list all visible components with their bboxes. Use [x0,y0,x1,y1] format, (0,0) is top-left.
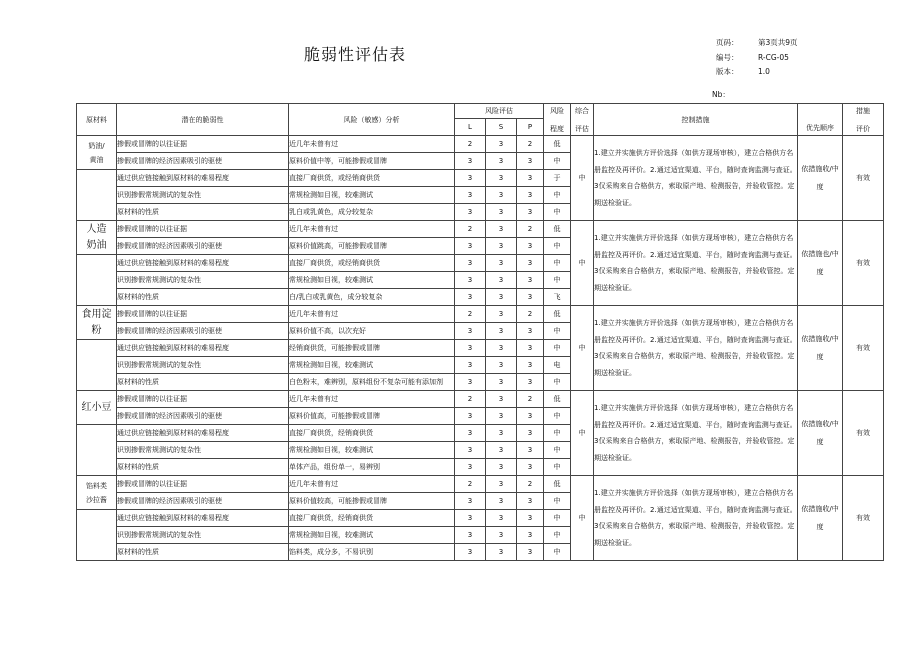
p-score-cell: 3 [517,170,544,187]
p-score-cell: 3 [517,408,544,425]
risk-level-cell: 中 [544,442,571,459]
s-score-cell: 3 [486,357,517,374]
risk-analysis-cell: 原料价值高，可能掺假或冒牌 [289,408,455,425]
risk-level-cell: 低 [544,221,571,238]
s-score-cell: 3 [486,493,517,510]
risk-analysis-cell: 直接厂商供货，或经销商供货 [289,255,455,272]
p-score-cell: 3 [517,493,544,510]
table-row [77,476,884,493]
vulnerability-cell: 掺假或冒牌的经济因素吸引的驱使 [117,408,289,425]
control-measures-cell: 1.建立并实施供方评价选择（如供方现场审核），建立合格供方名册监控及再评价。2.通过适宜渠道、平台，随时查询监测与查证。3仅采购来自合格供方，索取原产地、检测报告，并验收管控。定期送检验证。 [594,476,798,561]
risk-analysis-cell: 原料价值较高，可能掺假或冒牌 [289,493,455,510]
control-measures-cell: 1.建立并实施供方评价选择（如供方现场审核），建立合格供方名册监控及再评价。2.通过适宜渠道、平台，随时查询监测与查证。3仅采购来自合格供方，索取原产地、检测报告，并验收管控。定期送检验证。 [594,306,798,391]
s-score-cell: 3 [486,476,517,493]
risk-analysis-cell: 单体产品，组份单一，易辨别 [289,459,455,476]
risk-level-cell: 中 [544,510,571,527]
col-material: 原材料 [77,104,117,136]
material-name-line2: 黄油 [89,155,104,164]
s-score-cell: 3 [486,391,517,408]
col-risk-level [544,104,571,136]
p-score-cell: 3 [517,340,544,357]
p-score-cell: 2 [517,306,544,323]
comprehensive-cell: 中 [571,306,594,391]
material-name-line1: 人造 [86,223,107,235]
material-cell [77,476,117,510]
risk-analysis-cell: 原料价值中等，可能掺假或冒牌 [289,153,455,170]
vulnerability-cell: 原材料的性质 [117,289,289,306]
s-score-cell: 3 [486,289,517,306]
page-label: 页码： [716,38,739,47]
risk-level-cell: 中 [544,493,571,510]
l-score-cell: 2 [455,306,486,323]
s-score-cell: 3 [486,544,517,561]
vulnerability-cell: 通过供应链接触到原材料的难易程度 [117,255,289,272]
l-score-cell: 3 [455,170,486,187]
risk-analysis-cell: 常规检测如目视，较难测试 [289,527,455,544]
l-score-cell: 3 [455,459,486,476]
col-priority: 优先顺序 [798,104,843,136]
effect-cell: 有效 [843,476,884,561]
vulnerability-cell: 识别掺假常规测试的复杂性 [117,357,289,374]
vulnerability-cell: 原材料的性质 [117,374,289,391]
col-risk-eval: 风险评估 [455,104,544,119]
priority-cell: 依措施收/中度 [798,391,843,476]
material-cell-blank [77,255,117,306]
risk-level-cell: 中 [544,238,571,255]
page-number-row [716,36,798,51]
risk-level-cell: 低 [544,391,571,408]
table-row [77,136,884,153]
p-score-cell: 2 [517,136,544,153]
s-score-cell: 3 [486,459,517,476]
effect-cell: 有效 [843,306,884,391]
risk-level-cell: 低 [544,476,571,493]
l-score-cell: 3 [455,204,486,221]
s-score-cell: 3 [486,136,517,153]
version-row [716,65,798,80]
material-cell-blank [77,340,117,391]
table-row [77,306,884,323]
risk-analysis-cell: 常规检测如目视，较难测试 [289,272,455,289]
p-score-cell: 2 [517,221,544,238]
l-score-cell: 2 [455,221,486,238]
risk-level-cell: 中 [544,323,571,340]
vulnerability-cell: 掺假或冒牌的以往证据 [117,136,289,153]
p-score-cell: 3 [517,442,544,459]
vulnerability-cell: 掺假或冒牌的经济因素吸引的驱使 [117,493,289,510]
col-control: 控制措施 [594,104,798,136]
risk-analysis-cell: 原料价值不高，以次充好 [289,323,455,340]
risk-level-cell: 中 [544,340,571,357]
l-score-cell: 3 [455,527,486,544]
material-name-line1: 奶油/ [88,141,105,150]
p-score-cell: 3 [517,357,544,374]
p-score-cell: 3 [517,374,544,391]
risk-level-cell: 于 [544,170,571,187]
vulnerability-cell: 识别掺假常规测试的复杂性 [117,272,289,289]
code-row [716,51,798,66]
version-label: 版本： [716,67,739,76]
comp-line2: 评估 [575,124,590,133]
risk-level-line1: 风险 [550,106,565,115]
vulnerability-cell: 掺假或冒牌的以往证据 [117,391,289,408]
s-score-cell: 3 [486,408,517,425]
col-S: S [486,119,517,136]
vulnerability-cell: 掺假或冒牌的以往证据 [117,306,289,323]
material-cell [77,221,117,255]
risk-analysis-cell: 常规检测如目视，较难测试 [289,357,455,374]
document-meta [716,36,798,80]
risk-level-cell: 中 [544,459,571,476]
table-row [77,221,884,238]
material-name-line2: 粉 [91,324,102,336]
l-score-cell: 3 [455,153,486,170]
p-score-cell: 3 [517,255,544,272]
version-value: 1.0 [758,67,770,76]
priority-cell: 依措施收/中度 [798,476,843,561]
vulnerability-cell: 识别掺假常规测试的复杂性 [117,442,289,459]
risk-level-cell: 中 [544,544,571,561]
p-score-cell: 3 [517,323,544,340]
control-measures-cell: 1.建立并实施供方评价选择（如供方现场审核），建立合格供方名册监控及再评价。2.通过适宜渠道、平台，随时查询监测与查证。3仅采购来自合格供方，索取原产地、检测报告，并验收管控。定期送检验证。 [594,391,798,476]
l-score-cell: 2 [455,476,486,493]
risk-analysis-cell: 经销商供货，可能掺假或冒牌 [289,340,455,357]
risk-analysis-cell: 直接厂商供货，经销商供货 [289,425,455,442]
vulnerability-cell: 掺假或冒牌的以往证据 [117,221,289,238]
effect-line2: 评价 [856,124,871,133]
comprehensive-cell: 中 [571,221,594,306]
material-cell-blank [77,170,117,221]
risk-analysis-cell: 直接厂商供货，经销商供货 [289,510,455,527]
l-score-cell: 3 [455,510,486,527]
s-score-cell: 3 [486,442,517,459]
comprehensive-cell: 中 [571,476,594,561]
l-score-cell: 3 [455,255,486,272]
vulnerability-cell: 掺假或冒牌的经济因素吸引的驱使 [117,153,289,170]
effect-cell: 有效 [843,221,884,306]
p-score-cell: 3 [517,544,544,561]
p-score-cell: 2 [517,391,544,408]
l-score-cell: 3 [455,357,486,374]
priority-cell: 依措施收/中度 [798,136,843,221]
vulnerability-cell: 原材料的性质 [117,459,289,476]
l-score-cell: 3 [455,323,486,340]
s-score-cell: 3 [486,306,517,323]
l-score-cell: 3 [455,289,486,306]
s-score-cell: 3 [486,323,517,340]
material-cell-blank [77,510,117,561]
vulnerability-cell: 掺假或冒牌的经济因素吸引的驱使 [117,323,289,340]
s-score-cell: 3 [486,527,517,544]
risk-analysis-cell: 原料价值跳高，可能掺假或冒牌 [289,238,455,255]
page-value: 第3页共9页 [758,38,798,47]
vulnerability-cell: 通过供应链接触到原材料的难易程度 [117,425,289,442]
material-cell [77,136,117,170]
risk-analysis-cell: 常规检测如目视，较难测试 [289,442,455,459]
risk-level-cell: 中 [544,374,571,391]
vulnerability-cell: 原材料的性质 [117,204,289,221]
l-score-cell: 3 [455,374,486,391]
s-score-cell: 3 [486,255,517,272]
l-score-cell: 3 [455,187,486,204]
comprehensive-cell: 中 [571,136,594,221]
risk-level-cell: 中 [544,272,571,289]
priority-cell: 依措施收/中度 [798,306,843,391]
table-row [77,391,884,408]
l-score-cell: 3 [455,425,486,442]
risk-level-cell: 中 [544,527,571,544]
l-score-cell: 3 [455,493,486,510]
risk-analysis-cell: 近几年未曾有过 [289,221,455,238]
vulnerability-cell: 通过供应链接触到原材料的难易程度 [117,510,289,527]
l-score-cell: 3 [455,544,486,561]
risk-level-cell: 低 [544,136,571,153]
s-score-cell: 3 [486,238,517,255]
l-score-cell: 3 [455,238,486,255]
col-vulnerability: 潜在的脆弱性 [117,104,289,136]
vulnerability-cell: 掺假或冒牌的经济因素吸引的驱使 [117,238,289,255]
col-P: P [517,119,544,136]
vulnerability-cell: 识别掺假常规测试的复杂性 [117,527,289,544]
risk-level-cell: 飞 [544,289,571,306]
p-score-cell: 3 [517,510,544,527]
risk-level-line2: 程度 [550,124,565,133]
risk-level-cell: 中 [544,187,571,204]
s-score-cell: 3 [486,340,517,357]
p-score-cell: 3 [517,289,544,306]
code-label: 编号： [716,52,739,62]
material-cell-blank [77,425,117,476]
code-value: R-CG-05 [758,52,789,62]
risk-level-cell: 中 [544,153,571,170]
control-measures-cell: 1.建立并实施供方评价选择（如供方现场审核），建立合格供方名册监控及再评价。2.通过适宜渠道、平台，随时查询监测与查证。3仅采购来自合格供方，索取原产地、检测报告，并验收管控。定期送检验证。 [594,136,798,221]
risk-analysis-cell: 乳白或乳黄色，成分较复杂 [289,204,455,221]
effect-cell: 有效 [843,391,884,476]
material-name-line1: 馅料类 [86,481,107,490]
risk-level-cell: 中 [544,255,571,272]
risk-analysis-cell: 常规检测如目视，较难测试 [289,187,455,204]
comprehensive-cell: 中 [571,391,594,476]
s-score-cell: 3 [486,170,517,187]
vulnerability-cell: 识别掺假常规测试的复杂性 [117,187,289,204]
nb-label: Nb： [712,90,730,99]
vulnerability-cell: 原材料的性质 [117,544,289,561]
p-score-cell: 3 [517,153,544,170]
s-score-cell: 3 [486,187,517,204]
p-score-cell: 3 [517,187,544,204]
p-score-cell: 3 [517,425,544,442]
l-score-cell: 3 [455,340,486,357]
material-name-line2: 奶油 [86,239,107,251]
l-score-cell: 3 [455,272,486,289]
p-score-cell: 3 [517,238,544,255]
vulnerability-cell: 通过供应链接触到原材料的难易程度 [117,340,289,357]
s-score-cell: 3 [486,425,517,442]
s-score-cell: 3 [486,510,517,527]
comp-line1: 综合 [575,106,590,115]
material-name-line2: 沙拉酱 [86,495,107,504]
risk-analysis-cell: 白/乳白或乳黄色，成分较复杂 [289,289,455,306]
priority-cell: 依措施也/中度 [798,221,843,306]
p-score-cell: 3 [517,527,544,544]
material-cell [77,391,117,425]
s-score-cell: 3 [486,374,517,391]
vulnerability-cell: 掺假或冒牌的以往证据 [117,476,289,493]
col-L: L [455,119,486,136]
material-name-line1: 食用淀 [81,308,112,320]
risk-level-cell: 低 [544,306,571,323]
risk-level-cell: 中 [544,425,571,442]
s-score-cell: 3 [486,221,517,238]
l-score-cell: 3 [455,408,486,425]
table-body [77,136,884,561]
material-cell [77,306,117,340]
p-score-cell: 3 [517,272,544,289]
col-risk-analysis: 风险（敏感）分析 [289,104,455,136]
risk-analysis-cell: 近几年未曾有过 [289,136,455,153]
l-score-cell: 3 [455,442,486,459]
material-name-line1: 红小豆 [81,401,112,413]
p-score-cell: 2 [517,476,544,493]
risk-level-cell: 中 [544,408,571,425]
l-score-cell: 2 [455,136,486,153]
vulnerability-cell: 通过供应链接触到原材料的难易程度 [117,170,289,187]
effect-line1: 措施 [856,106,871,115]
risk-level-cell: 中 [544,204,571,221]
risk-analysis-cell: 近几年未曾有过 [289,476,455,493]
col-comprehensive [571,104,594,136]
risk-analysis-cell: 直接厂商供货，或经销商供货 [289,170,455,187]
risk-analysis-cell: 馅料类，成分多，不易识别 [289,544,455,561]
risk-analysis-cell: 近几年未曾有过 [289,391,455,408]
control-measures-cell: 1.建立并实施供方评价选择（如供方现场审核），建立合格供方名册监控及再评价。2.通过适宜渠道、平台，随时查询监测与查证。3仅采购来自合格供方，索取原产地、检测报告，并验收管控。定期送检验证。 [594,221,798,306]
vulnerability-table [76,103,884,561]
col-effect [843,104,884,136]
s-score-cell: 3 [486,153,517,170]
p-score-cell: 3 [517,459,544,476]
s-score-cell: 3 [486,272,517,289]
effect-cell: 有效 [843,136,884,221]
risk-level-cell: 电 [544,357,571,374]
risk-analysis-cell: 近几年未曾有过 [289,306,455,323]
p-score-cell: 3 [517,204,544,221]
document-title: 脆弱性评估表 [304,45,407,64]
s-score-cell: 3 [486,204,517,221]
l-score-cell: 2 [455,391,486,408]
risk-analysis-cell: 白色粉末，难辨别，原料组份不复杂可能有添加剂 [289,374,455,391]
